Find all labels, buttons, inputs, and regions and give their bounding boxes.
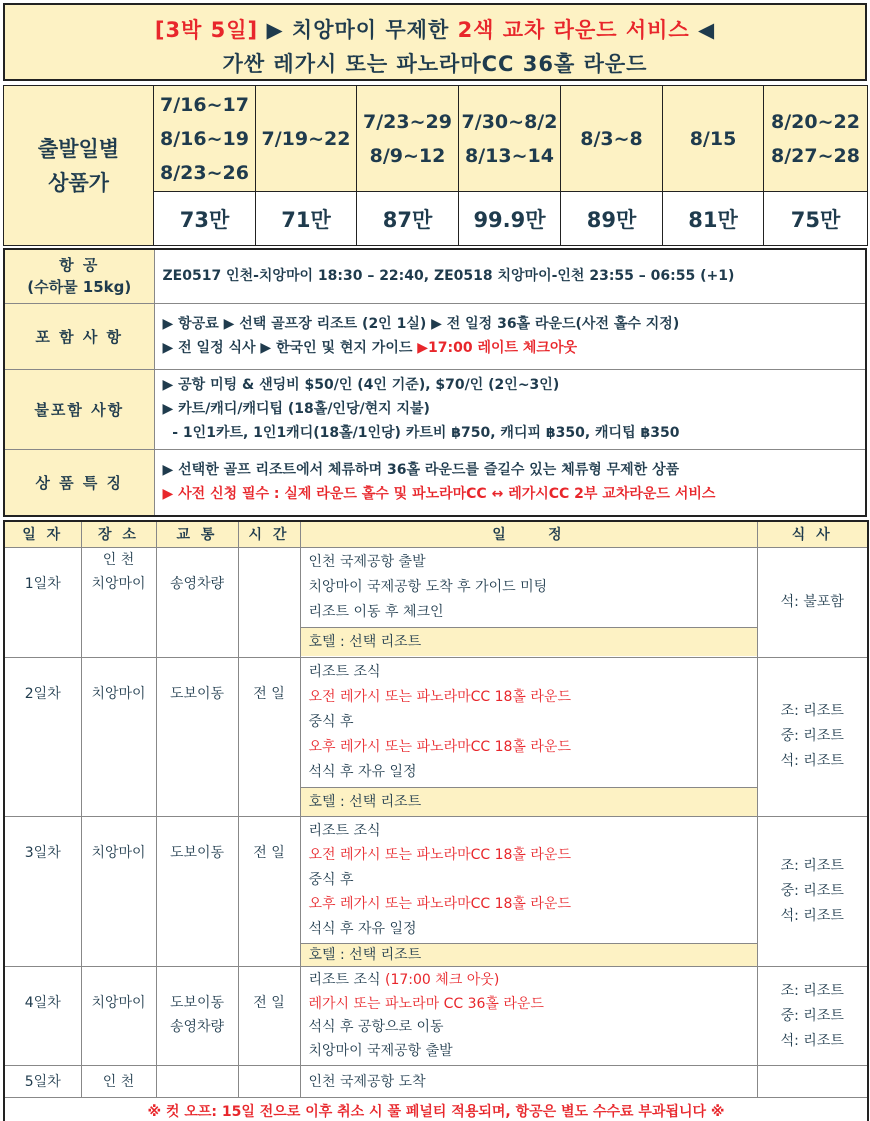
place-cell: 치앙마이 [81,816,156,967]
meal-cell: 조: 리조트 중: 리조트 석: 리조트 [757,816,868,967]
transport-cell: 도보이동 [156,816,238,967]
time-cell: 전 일 [238,967,300,1066]
title-line-1: [3박 5일] ▶ 치앙마이 무제한 2색 교차 라운드 서비스 ◀ [154,18,716,42]
hotel-info: 호텔 : 선택 리조트 [301,627,757,656]
price-value: 71만 [256,192,357,246]
header-transport: 교 통 [156,521,238,547]
price-table [3,85,868,246]
itinerary-cell: 인천 국제공항 출발 치앙마이 국제공항 도착 후 가이드 미팅 리조트 이동 후 체크인 호텔 : 선택 리조트 [300,547,757,657]
place-cell: 치앙마이 [81,967,156,1066]
table-row [4,967,868,1066]
itinerary-cell: 리조트 조식 (17:00 체크 아웃) 레가시 또는 파노라마 CC 36홀 라운드 석식 후 공항으로 이동 치앙마이 국제공항 출발 [300,967,757,1066]
cancellation-notice: ※ 컷 오프: 15일 전으로 이후 취소 시 풀 페널티 적용되며, 항공은 별도 수수료 부과됩니다 ※ [4,1098,868,1121]
departure-dates: 7/19~22 [256,86,357,192]
day-cell: 4일차 [4,967,81,1066]
price-value: 99.9만 [459,192,561,246]
time-cell: 전 일 [238,816,300,967]
departure-dates: 8/15 [663,86,764,192]
header-day: 일 자 [4,521,81,547]
time-cell [238,547,300,657]
departure-dates: 7/16~17 8/16~19 8/23~26 [154,86,256,192]
excluded-info: ▶ 공항 미팅 & 샌딩비 $50/인 (4인 기준), $70/인 (2인~3인) ▶ 카트/캐디/캐디팁 (18홀/인당/현지 지불) - 1인1카트, 1인1캐디(18홀/1인당) 카트비 ฿750, 캐디피 ฿350, 캐디팁 ฿350 [154,369,866,449]
header-place: 장 소 [81,521,156,547]
transport-cell: 송영차량 [156,547,238,657]
schedule-table [3,520,869,1121]
features-info: ▶ 선택한 골프 리조트에서 체류하며 36홀 라운드를 즐길수 있는 체류형 무제한 상품 ▶ 사전 신청 필수 : 실제 라운드 홀수 및 파노라마CC ↔ 레가시CC 2부 교차라운드 서비스 [154,449,866,516]
price-value: 81만 [663,192,764,246]
price-value: 75만 [764,192,868,246]
day-cell: 5일차 [4,1066,81,1098]
header-time: 시 간 [238,521,300,547]
price-value: 89만 [561,192,663,246]
table-row [4,1066,868,1098]
departure-dates: 7/23~29 8/9~12 [357,86,459,192]
table-row [4,816,868,967]
included-info: ▶ 항공료 ▶ 선택 골프장 리조트 (2인 1실) ▶ 전 일정 36홀 라운드(사전 홀수 지정) ▶ 전 일정 식사 ▶ 한국인 및 현지 가이드 ▶17:00 레이트 체크아웃 [154,303,866,369]
time-cell [238,1066,300,1098]
departure-dates: 8/20~22 8/27~28 [764,86,868,192]
transport-cell: 도보이동 송영차량 [156,967,238,1066]
price-value: 73만 [154,192,256,246]
table-row [4,657,868,816]
meal-cell: 석: 불포함 [757,547,868,657]
day-cell: 1일차 [4,547,81,657]
place-cell: 치앙마이 [81,657,156,816]
info-table [3,248,867,517]
price-table-header: 출발일별 상품가 [4,86,154,246]
schedule-header-row [4,521,868,547]
hotel-info: 호텔 : 선택 리조트 [301,943,757,966]
place-cell: 인 천 [81,1066,156,1098]
hotel-info: 호텔 : 선택 리조트 [301,787,757,816]
meal-cell [757,1066,868,1098]
excluded-label: 불포함 사항 [4,369,154,449]
time-cell: 전 일 [238,657,300,816]
itinerary-cell: 리조트 조식 오전 레가시 또는 파노라마CC 18홀 라운드 중식 후 오후 레가시 또는 파노라마CC 18홀 라운드 석식 후 자유 일정 호텔 : 선택 리조트 [300,657,757,816]
day-cell: 2일차 [4,657,81,816]
flight-label: 항 공 (수하물 15kg) [4,249,154,303]
itinerary-cell: 인천 국제공항 도착 [300,1066,757,1098]
departure-dates: 8/3~8 [561,86,663,192]
included-label: 포 함 사 항 [4,303,154,369]
departure-dates: 7/30~8/2 8/13~14 [459,86,561,192]
flight-info: ZE0517 인천-치앙마이 18:30 – 22:40, ZE0518 치앙마이-인천 23:55 – 06:55 (+1) [154,249,866,303]
place-cell: 인 천 치앙마이 [81,547,156,657]
table-row [4,547,868,657]
title-line-2: 가싼 레가시 또는 파노라마CC 36홀 라운드 [222,52,648,76]
price-value: 87만 [357,192,459,246]
transport-cell [156,1066,238,1098]
features-label: 상 품 특 징 [4,449,154,516]
transport-cell: 도보이동 [156,657,238,816]
day-cell: 3일차 [4,816,81,967]
header-meals: 식 사 [757,521,868,547]
header-itinerary: 일 정 [300,521,757,547]
title-banner [3,3,867,81]
meal-cell: 조: 리조트 중: 리조트 석: 리조트 [757,657,868,816]
meal-cell: 조: 리조트 중: 리조트 석: 리조트 [757,967,868,1066]
itinerary-cell: 리조트 조식 오전 레가시 또는 파노라마CC 18홀 라운드 중식 후 오후 레가시 또는 파노라마CC 18홀 라운드 석식 후 자유 일정 호텔 : 선택 리조트 [300,816,757,967]
